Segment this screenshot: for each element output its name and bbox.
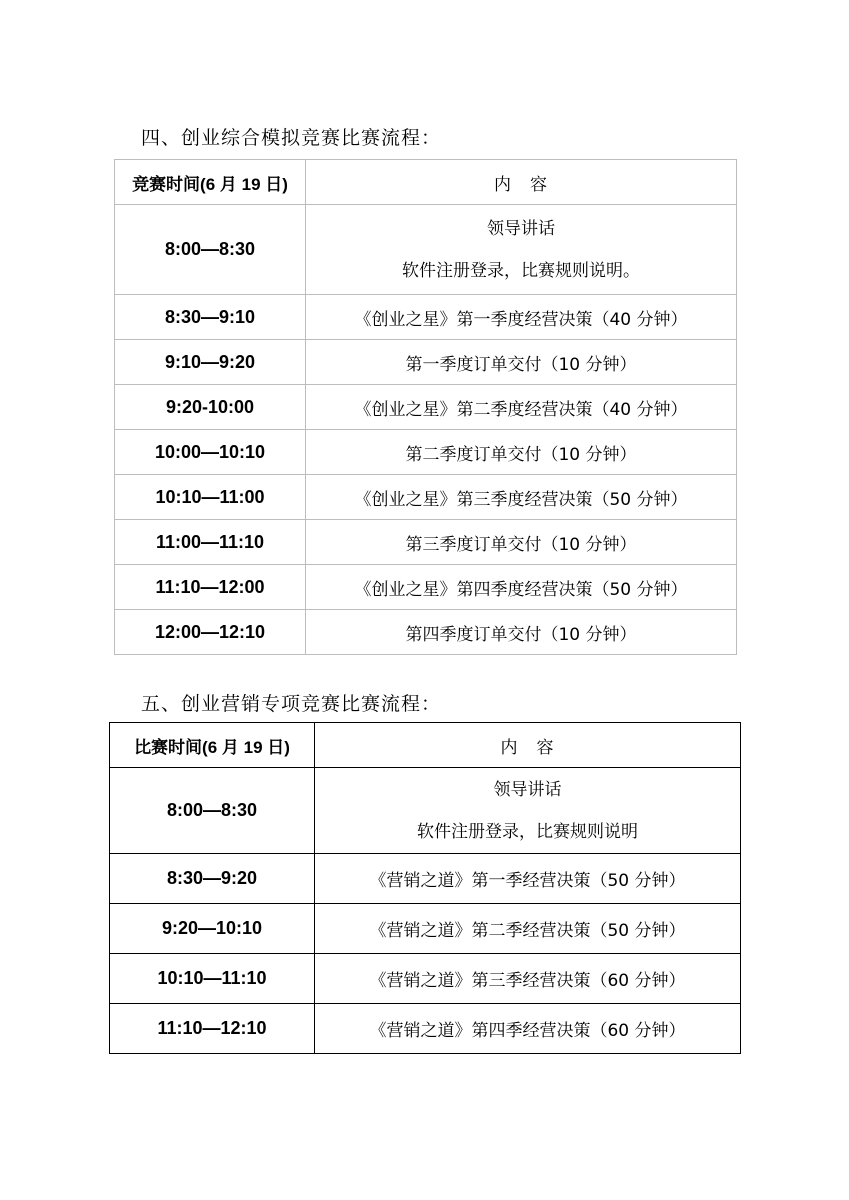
table-row [115, 475, 737, 520]
intro-line-speech: 领导讲话 [487, 218, 555, 239]
content-column-header: 内 容 [315, 723, 741, 768]
table-row [115, 610, 737, 655]
content-cell: 《创业之星》第一季度经营决策（40 分钟） [306, 295, 737, 340]
content-cell: 《营销之道》第四季经营决策（60 分钟） [315, 1004, 741, 1054]
time-cell: 10:10—11:10 [110, 954, 315, 1004]
section-heading-marketing: 五、创业营销专项竞赛比赛流程： [141, 693, 442, 715]
table-row [115, 385, 737, 430]
content-cell: 第四季度订单交付（10 分钟） [306, 610, 737, 655]
time-cell: 9:10—9:20 [115, 340, 306, 385]
table-row [115, 565, 737, 610]
time-cell: 8:00—8:30 [115, 205, 306, 295]
time-cell: 11:00—11:10 [115, 520, 306, 565]
table-row [110, 1004, 741, 1054]
table-header-row [110, 723, 741, 768]
content-cell: 第一季度订单交付（10 分钟） [306, 340, 737, 385]
content-cell: 第二季度订单交付（10 分钟） [306, 430, 737, 475]
content-cell: 《营销之道》第三季经营决策（60 分钟） [315, 954, 741, 1004]
content-cell [315, 768, 741, 854]
section-heading-comprehensive: 四、创业综合模拟竞赛比赛流程： [141, 127, 442, 149]
time-cell: 9:20—10:10 [110, 904, 315, 954]
marketing-schedule-table [109, 722, 741, 1054]
content-cell [306, 205, 737, 295]
intro-line-speech: 领导讲话 [493, 779, 562, 800]
time-column-header: 比赛时间(6 月 19 日) [110, 723, 315, 768]
table-row [115, 205, 737, 295]
time-cell: 11:10—12:00 [115, 565, 306, 610]
time-cell: 9:20-10:00 [115, 385, 306, 430]
table-row [110, 768, 741, 854]
table-header-row [115, 160, 737, 205]
content-column-header: 内 容 [306, 160, 737, 205]
content-cell: 《创业之星》第四季度经营决策（50 分钟） [306, 565, 737, 610]
content-cell: 第三季度订单交付（10 分钟） [306, 520, 737, 565]
intro-line-registration: 软件注册登录，比赛规则说明。 [402, 260, 640, 281]
time-cell: 8:30—9:10 [115, 295, 306, 340]
comprehensive-schedule-table [114, 159, 737, 655]
table-row [110, 854, 741, 904]
intro-line-registration: 软件注册登录，比赛规则说明 [417, 821, 638, 842]
content-cell: 《营销之道》第一季经营决策（50 分钟） [315, 854, 741, 904]
time-column-header: 竞赛时间(6 月 19 日) [115, 160, 306, 205]
time-cell: 11:10—12:10 [110, 1004, 315, 1054]
table-row [115, 430, 737, 475]
table-row [115, 340, 737, 385]
time-cell: 12:00—12:10 [115, 610, 306, 655]
content-cell: 《创业之星》第二季度经营决策（40 分钟） [306, 385, 737, 430]
time-cell: 10:00—10:10 [115, 430, 306, 475]
table-row [115, 295, 737, 340]
content-cell: 《营销之道》第二季经营决策（50 分钟） [315, 904, 741, 954]
table-row [110, 904, 741, 954]
time-cell: 10:10—11:00 [115, 475, 306, 520]
time-cell: 8:30—9:20 [110, 854, 315, 904]
table-row [110, 954, 741, 1004]
time-cell: 8:00—8:30 [110, 768, 315, 854]
table-row [115, 520, 737, 565]
content-cell: 《创业之星》第三季度经营决策（50 分钟） [306, 475, 737, 520]
